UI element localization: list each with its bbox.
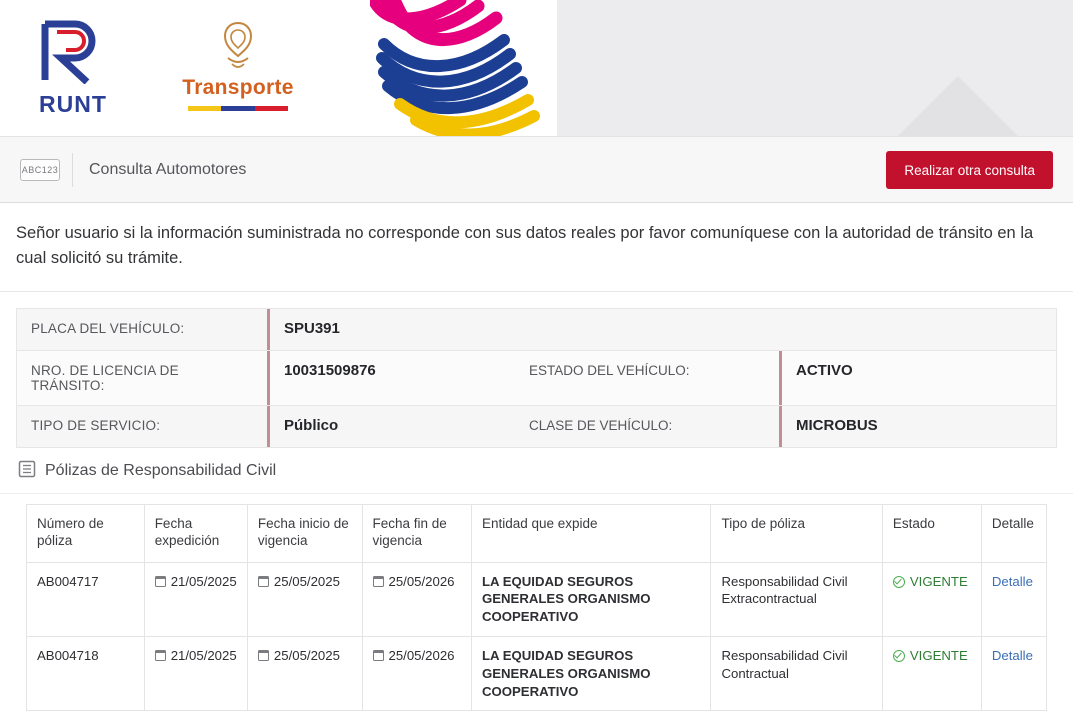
field-label: ESTADO DEL VEHÍCULO: [529, 362, 690, 378]
cell-numero: AB004717 [27, 562, 145, 636]
cell-entidad: LA EQUIDAD SEGUROS GENERALES ORGANISMO COOPERATIVO [471, 637, 711, 711]
field-label: PLACA DEL VEHÍCULO: [31, 320, 185, 336]
cell-inicio-text: 25/05/2025 [273, 573, 340, 589]
column-header-inicio: Fecha inicio de vigencia [247, 504, 362, 562]
runt-logo-icon [35, 18, 111, 84]
detalle-link[interactable]: Detalle [991, 648, 1033, 664]
status-badge: VIGENTE [909, 648, 968, 664]
policies-table [26, 504, 1047, 712]
status-badge: VIGENTE [909, 573, 968, 589]
detalle-link[interactable]: Detalle [991, 573, 1033, 589]
toolbar-divider [72, 153, 73, 187]
cell-entidad: LA EQUIDAD SEGUROS GENERALES ORGANISMO COOPERATIVO [471, 562, 711, 636]
cell-expedicion [144, 562, 247, 636]
calendar-icon [373, 650, 384, 661]
colombia-flag-bar [188, 106, 288, 111]
runt-logo [18, 18, 128, 118]
cell-expedicion-text: 21/05/2025 [170, 648, 237, 664]
cell-fin [362, 562, 471, 636]
calendar-icon [155, 576, 166, 587]
cell-fin-text: 25/05/2026 [388, 648, 455, 664]
check-circle-icon [893, 576, 905, 588]
colombia-coat-of-arms-icon [216, 20, 260, 74]
cell-expedicion-text: 21/05/2025 [170, 573, 237, 589]
new-query-button[interactable]: Realizar otra consulta [886, 151, 1053, 189]
column-header-detalle: Detalle [981, 504, 1046, 562]
check-circle-icon [893, 650, 905, 662]
vehicle-info-row [17, 351, 1056, 406]
cell-fin-text: 25/05/2026 [388, 573, 455, 589]
cell-inicio [247, 637, 362, 711]
page-toolbar [0, 137, 1073, 203]
list-document-icon [18, 460, 36, 483]
field-value-plate: SPU391 [267, 309, 1056, 350]
field-label: CLASE DE VEHÍCULO: [529, 417, 673, 433]
column-header-entidad: Entidad que expide [471, 504, 711, 562]
vehicle-info-table [16, 308, 1057, 448]
column-header-estado: Estado [882, 504, 981, 562]
calendar-icon [258, 576, 269, 587]
app-header-banner [0, 0, 1073, 137]
runt-wordmark: RUNT [39, 91, 107, 117]
transporte-logo [163, 20, 313, 111]
field-value-state: ACTIVO [779, 351, 1056, 405]
column-header-tipo: Tipo de póliza [711, 504, 882, 562]
cell-numero: AB004718 [27, 637, 145, 711]
vehicle-info-row [17, 309, 1056, 351]
user-notice-text: Señor usuario si la información suministrada no corresponde con sus datos reales por favor comuníquese con la autoridad de tránsito en la cual solicitó su trámite. [0, 203, 1073, 292]
column-header-fin: Fecha fin de vigencia [362, 504, 471, 562]
table-row [27, 637, 1047, 711]
cell-estado [882, 637, 981, 711]
column-header-expedicion: Fecha expedición [144, 504, 247, 562]
vehicle-info-row [17, 406, 1056, 448]
field-value-service-type: Público [267, 406, 529, 447]
license-plate-icon: ABC123 [20, 159, 60, 181]
cell-fin [362, 637, 471, 711]
policies-section-title: Pólizas de Responsabilidad Civil [45, 462, 277, 479]
cell-tipo: Responsabilidad Civil Contractual [711, 637, 882, 711]
cell-estado [882, 562, 981, 636]
column-header-numero: Número de póliza [27, 504, 145, 562]
cell-expedicion [144, 637, 247, 711]
table-header-row [27, 504, 1047, 562]
colombia-brand-swoosh-icon [370, 0, 558, 137]
policies-section-header [0, 448, 1073, 494]
field-label: NRO. DE LICENCIA DE TRÁNSITO: [31, 362, 179, 393]
field-value-license: 10031509876 [267, 351, 529, 405]
field-label: TIPO DE SERVICIO: [31, 417, 161, 433]
page-title: Consulta Automotores [89, 160, 247, 178]
calendar-icon [373, 576, 384, 587]
calendar-icon [258, 650, 269, 661]
transporte-wordmark: Transporte [182, 76, 294, 99]
header-chevron-decoration [898, 76, 1018, 136]
cell-tipo: Responsabilidad Civil Extracontractual [711, 562, 882, 636]
cell-detalle [981, 637, 1046, 711]
cell-inicio [247, 562, 362, 636]
table-row [27, 562, 1047, 636]
cell-detalle [981, 562, 1046, 636]
field-value-vehicle-class: MICROBUS [779, 406, 1056, 447]
policies-table-wrapper [0, 494, 1073, 712]
calendar-icon [155, 650, 166, 661]
cell-inicio-text: 25/05/2025 [273, 648, 340, 664]
